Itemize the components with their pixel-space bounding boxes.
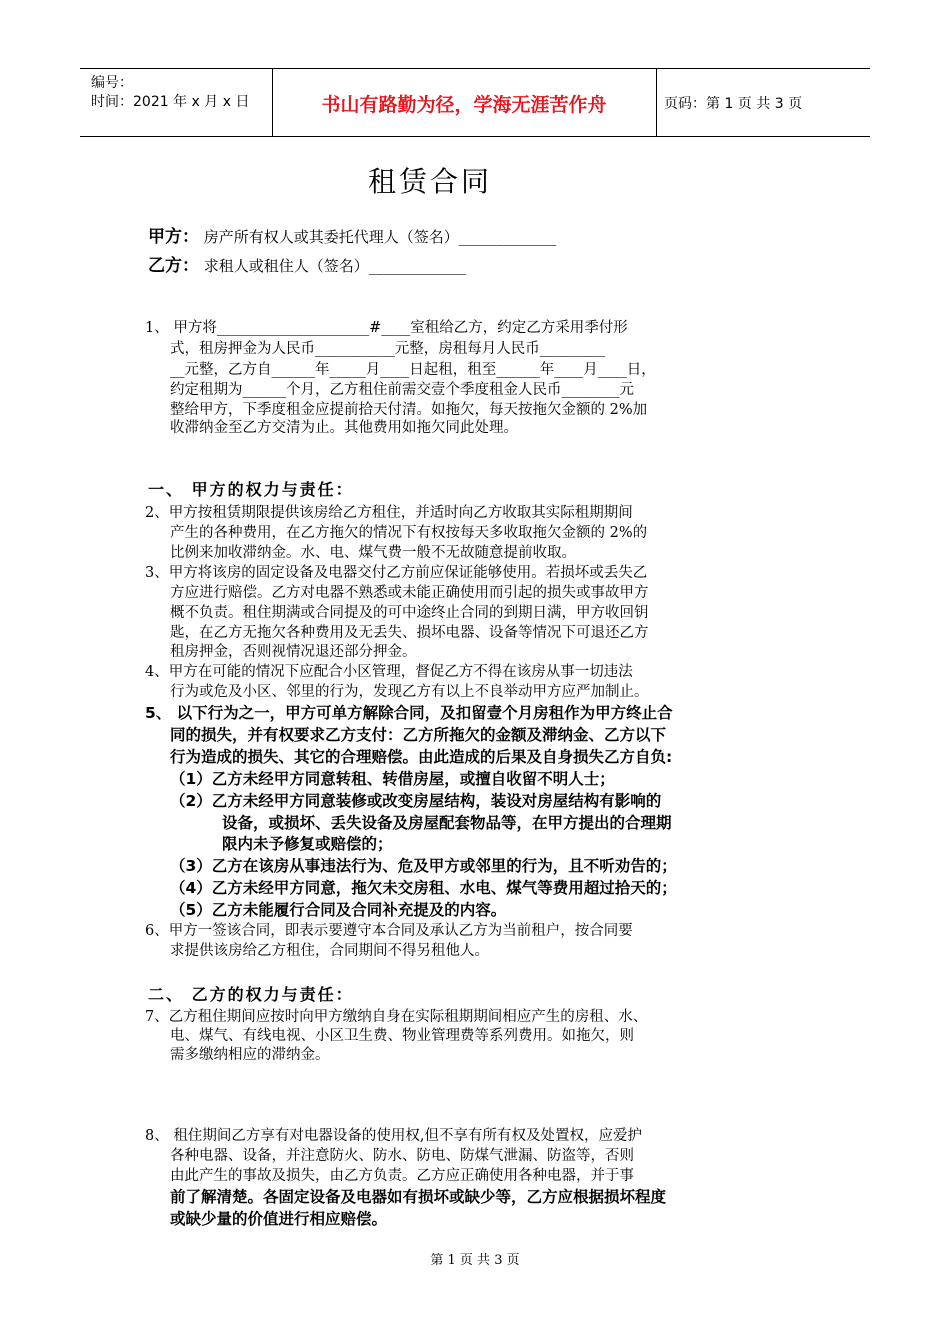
clause-1-line: 收滞纳金至乙方交清为止。其他费用如拖欠同此处理。 — [170, 420, 518, 436]
clause-6-line: 求提供该房给乙方租住，合同期间不得另租他人。 — [170, 943, 489, 959]
clause-5-line: 行为造成的损失、其它的合理赔偿。由此造成的后果及自身损失乙方自负: — [170, 748, 673, 766]
clause-3-line: 方应进行赔偿。乙方对电器不熟悉或未能正确使用而引起的损失或事故甲方 — [170, 585, 649, 601]
clause-1-line: 1、 甲方将_____________________#____室租给乙方，约定乙方采用季付形 — [145, 320, 628, 336]
clause-1-line: 整给甲方，下季度租金应提前拾天付清。如拖欠，每天按拖欠金额的 2%加 — [170, 402, 648, 418]
clause-4-line: 行为或危及小区、邻里的行为，发现乙方有以上不良举动甲方应严加制止。 — [170, 684, 649, 700]
header-motto: 书山有路勤为径，学海无涯苦作舟 — [321, 94, 607, 116]
header-divider — [656, 68, 657, 136]
section-1-heading: 一、 甲方的权力与责任： — [148, 480, 354, 499]
clause-8-line: 各种电器、设备，并注意防火、防水、防电、防煤气泄漏、防盗等，否则 — [170, 1148, 634, 1164]
party-b-line — [148, 251, 466, 276]
document-title: 租赁合同 — [367, 165, 492, 198]
clause-5-item: （3）乙方在该房从事违法行为、危及甲方或邻里的行为，且不听劝告的； — [170, 857, 677, 875]
party-a-text: 房产所有权人或其委托代理人（签名）_____________ — [203, 228, 557, 246]
clause-8-line: 前了解清楚。各固定设备及电器如有损坏或缺少等，乙方应根据损坏程度 — [170, 1188, 667, 1206]
page-footer: 第 1 页 共 3 页 — [430, 1253, 520, 1268]
clause-8-line: 或缺少量的价值进行相应赔偿。 — [170, 1210, 388, 1228]
clause-5-line: 同的损失，并有权要求乙方支付：乙方所拖欠的金额及滞纳金、乙方以下 — [170, 726, 667, 744]
clause-5-item-cont: 限内未予修复或赔偿的； — [222, 835, 393, 853]
header-code: 编号： — [91, 75, 133, 91]
clause-7-line: 需多缴纳相应的滞纳金。 — [170, 1047, 330, 1063]
clause-4-line: 4、甲方在可能的情况下应配合小区管理，督促乙方不得在该房从事一切违法 — [145, 664, 633, 680]
clause-3-line: 概不负责。租住期满或合同提及的可中途终止合同的到期日满，甲方收回钥 — [170, 605, 649, 621]
clause-5-line: 5、 以下行为之一，甲方可单方解除合同，及扣留壹个月房租作为甲方终止合 — [145, 704, 673, 722]
clause-5-item: （1）乙方未经甲方同意转租、转借房屋，或擅自收留不明人士； — [170, 770, 615, 788]
party-a-label: 甲方： — [148, 227, 199, 247]
clause-2-line: 2、甲方按租赁期限提供该房给乙方租住，并适时向乙方收取其实际租期期间 — [145, 505, 633, 521]
clause-5-item: （5）乙方未能履行合同及合同补充提及的内容。 — [170, 901, 507, 919]
party-b-label: 乙方： — [148, 256, 199, 276]
clause-7-line: 7、乙方租住期间应按时向甲方缴纳自身在实际租期期间相应产生的房租、水、 — [145, 1009, 648, 1025]
clause-3-line: 3、甲方将该房的固定设备及电器交付乙方前应保证能够使用。若损坏或丢失乙 — [145, 565, 648, 581]
clause-8-line: 8、 租住期间乙方享有对电器设备的使用权,但不享有所有权及处置权，应爱护 — [145, 1128, 642, 1144]
header-page-number: 页码：第 1 页 共 3 页 — [664, 96, 803, 112]
clause-6-line: 6、甲方一签该合同，即表示要遵守本合同及承认乙方为当前租户，按合同要 — [145, 923, 633, 939]
clause-8-line: 由此产生的事故及损失，由乙方负责。乙方应正确使用各种电器，并于事 — [170, 1168, 634, 1184]
party-a-line — [148, 222, 556, 247]
header-time: 时间：2021 年 x 月 x 日 — [91, 94, 250, 110]
section-2-heading: 二、 乙方的权力与责任： — [148, 985, 354, 1004]
clause-3-line: 匙，在乙方无拖欠各种费用及无丢失、损坏电器、设备等情况下可退还乙方 — [170, 625, 649, 641]
clause-5-item-cont: 设备，或损坏、丢失设备及房屋配套物品等，在甲方提出的合理期 — [222, 814, 672, 832]
header-bottom-rule — [80, 136, 870, 137]
clause-1-line: 式，租房押金为人民币___________元整，房租每月人民币_________ — [170, 341, 605, 357]
clause-7-line: 电、煤气、有线电视、小区卫生费、物业管理费等系列费用。如拖欠，则 — [170, 1028, 634, 1044]
clause-2-line: 产生的各种费用，在乙方拖欠的情况下有权按每天多收取拖欠金额的 2%的 — [170, 525, 648, 541]
clause-2-line: 比例来加收滞纳金。水、电、煤气费一般不无故随意提前收取。 — [170, 545, 576, 561]
clause-1-line: __元整，乙方自______年_____月____日起租，租至______年____月____日， — [170, 362, 656, 378]
header-top-rule — [80, 68, 870, 69]
clause-5-item: （2）乙方未经甲方同意装修或改变房屋结构，装设对房屋结构有影响的 — [170, 792, 662, 810]
clause-3-line: 租房押金，否则视情况退还部分押金。 — [170, 644, 417, 660]
party-b-text: 求租人或租住人（签名）_____________ — [203, 257, 467, 275]
clause-1-line: 约定租期为______个月，乙方租住前需交壹个季度租金人民币________元 — [170, 382, 634, 398]
clause-5-item: （4）乙方未经甲方同意，拖欠未交房租、水电、煤气等费用超过拾天的； — [170, 879, 677, 897]
